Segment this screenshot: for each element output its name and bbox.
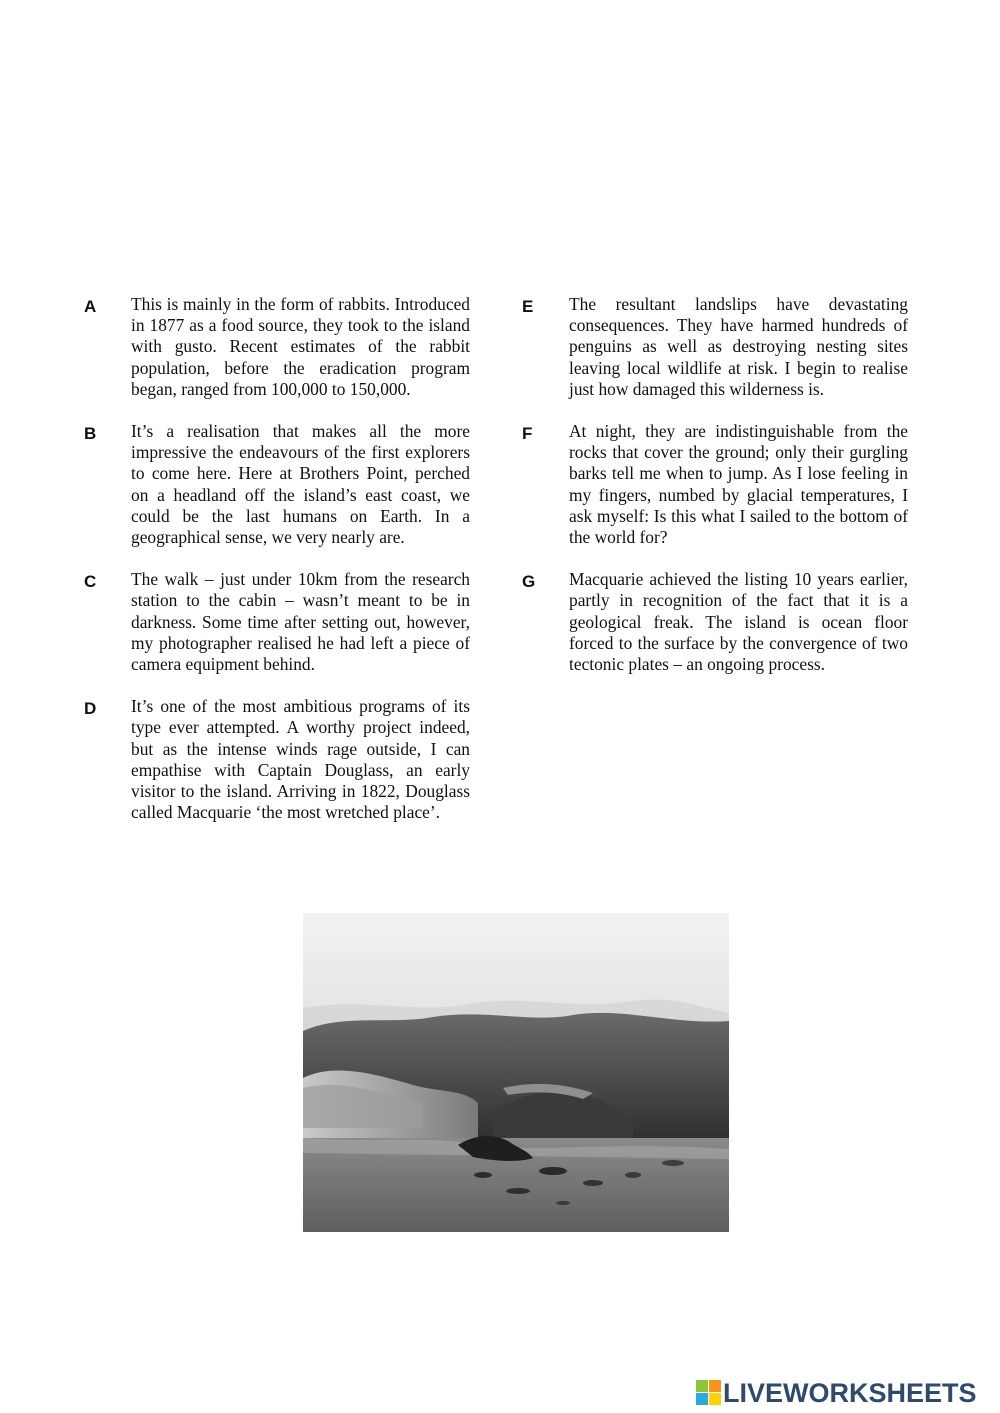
- paragraph-letter: G: [522, 572, 536, 592]
- right-column: [522, 294, 908, 696]
- paragraph-g: [522, 569, 908, 675]
- liveworksheets-logo-icon: [696, 1380, 722, 1406]
- paragraph-e: [522, 294, 908, 400]
- paragraph-letter: E: [522, 297, 534, 316]
- paragraph-text: This is mainly in the form of rabbits. Introduced in 1877 as a food source, they took to the island with gusto. Recent estimates of the rabbit population, before the eradication program began, ranged from 100,000 to 150,000.: [131, 294, 470, 399]
- liveworksheets-brand: [696, 1378, 994, 1408]
- left-column: [84, 294, 470, 844]
- paragraph-text: The walk – just under 10km from the research station to the cabin – wasn’t meant to be in darkness. Some time after setting out, however, my photographer realised he had left a piece of camera equipment behind.: [131, 569, 470, 675]
- paragraph-text: It’s one of the most ambitious programs of its type ever attempted. A worthy project indeed, but as the intense winds rage outside, I can empathise with Captain Douglass, an early visitor to the island. Arriving in 1822, Douglass called Macquarie ‘the most wretched place’.: [131, 696, 470, 823]
- paragraph-letter: F: [522, 424, 533, 444]
- paragraph-c: [84, 569, 470, 675]
- paragraph-d: [84, 696, 470, 823]
- paragraph-f: [522, 421, 908, 548]
- paragraph-letter: A: [84, 297, 97, 316]
- paragraph-letter: D: [84, 699, 97, 719]
- coastline-photo-icon: [303, 913, 729, 1232]
- paragraph-text: Macquarie achieved the listing 10 years earlier, partly in recognition of the fact that it is a geological freak. The island is ocean floor forced to the surface by the convergence of two tectonic plates – an ongoing process.: [569, 569, 908, 675]
- brand-name: LIVEWORKSHEETS: [723, 1378, 977, 1408]
- paragraph-text: At night, they are indistinguishable from the rocks that cover the ground; only their gurgling barks tell me when to jump. As I lose feeling in my fingers, numbed by glacial temperatures, I ask myself: Is this what I sailed to the bottom of the world for?: [569, 421, 908, 548]
- paragraph-letter: B: [84, 424, 97, 444]
- paragraph-text: It’s a realisation that makes all the more impressive the endeavours of the first explorers to come here. Here at Brothers Point, perched on a headland off the island’s east coast, we could be the last humans on Earth. In a geographical sense, we very nearly are.: [131, 421, 470, 548]
- coastline-photo: [303, 913, 729, 1232]
- paragraph-a: [84, 294, 470, 400]
- paragraph-letter: C: [84, 572, 97, 592]
- paragraph-b: [84, 421, 470, 548]
- paragraph-text: The resultant landslips have devastating consequences. They have harmed hundreds of penguins as well as destroying nesting sites leaving local wildlife at risk. I begin to realise just how damaged this wilderness is.: [569, 294, 908, 399]
